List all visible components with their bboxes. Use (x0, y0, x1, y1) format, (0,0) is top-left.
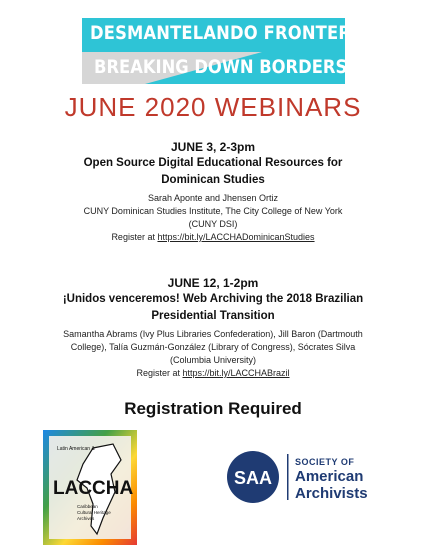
svg-text:Caribbean: Caribbean (77, 504, 98, 509)
laccha-logo-art (43, 430, 137, 545)
event-2-register (0, 367, 426, 380)
event-1-details (0, 192, 426, 244)
event-1-affiliation-line-2: (CUNY DSI) (188, 219, 238, 229)
banner-line1: DESMANTELANDO FRONTERAS (90, 22, 376, 44)
event-1-affiliation-line-1: CUNY Dominican Studies Institute, The City College of New York (83, 206, 343, 216)
event-1-register-link[interactable]: https://bit.ly/LACCHADominicanStudies (157, 232, 315, 242)
svg-text:Latin American &: Latin American & (57, 446, 95, 452)
event-2-title (0, 291, 426, 325)
registration-required: Registration Required (124, 399, 302, 418)
svg-text:Cultural Heritage: Cultural Heritage (77, 510, 111, 515)
svg-text:Archives: Archives (77, 516, 95, 521)
svg-text:American: American (295, 468, 364, 485)
event-1-title (0, 155, 426, 189)
event-2-date: JUNE 12, 1-2pm (167, 276, 259, 290)
event-1-title-line-1: Open Source Digital Educational Resources for (83, 157, 343, 169)
saa-logo (225, 448, 385, 506)
page-title: JUNE 2020 WEBINARS (64, 92, 362, 122)
event-1-presenters: Sarah Aponte and Jhensen Ortiz (147, 193, 279, 203)
event-2 (0, 276, 426, 380)
event-1-register (0, 231, 426, 244)
banner-line2: BREAKING DOWN BORDERS (94, 56, 348, 78)
event-2-register-label: Register at (136, 368, 183, 378)
svg-text:Archivists: Archivists (295, 485, 368, 502)
laccha-wordmark: LACCHA (53, 478, 134, 499)
event-2-presenters-line-3: (Columbia University) (169, 355, 257, 365)
event-1 (0, 140, 426, 244)
header-banner (82, 18, 376, 84)
event-2-register-link[interactable]: https://bit.ly/LACCHABrazil (182, 368, 290, 378)
event-1-register-label: Register at (111, 232, 158, 242)
saa-initials: SAA (233, 468, 273, 488)
laccha-logo (43, 430, 137, 545)
event-2-title-line-1: ¡Unidos venceremos! Web Archiving the 2018 Brazilian (62, 293, 364, 305)
event-2-details (0, 328, 426, 380)
event-2-title-line-2: Presidential Transition (151, 310, 275, 322)
saa-logo-art (225, 448, 385, 506)
event-2-presenters-line-2: College), Talía Guzmán-González (Library of Congress), Sócrates Silva (70, 342, 356, 352)
event-1-title-line-2: Dominican Studies (161, 174, 265, 186)
svg-text:SOCIETY OF: SOCIETY OF (295, 457, 355, 467)
event-1-date: JUNE 3, 2-3pm (170, 140, 256, 154)
event-2-presenters-line-1: Samantha Abrams (Ivy Plus Libraries Confederation), Jill Baron (Dartmouth (63, 329, 363, 339)
